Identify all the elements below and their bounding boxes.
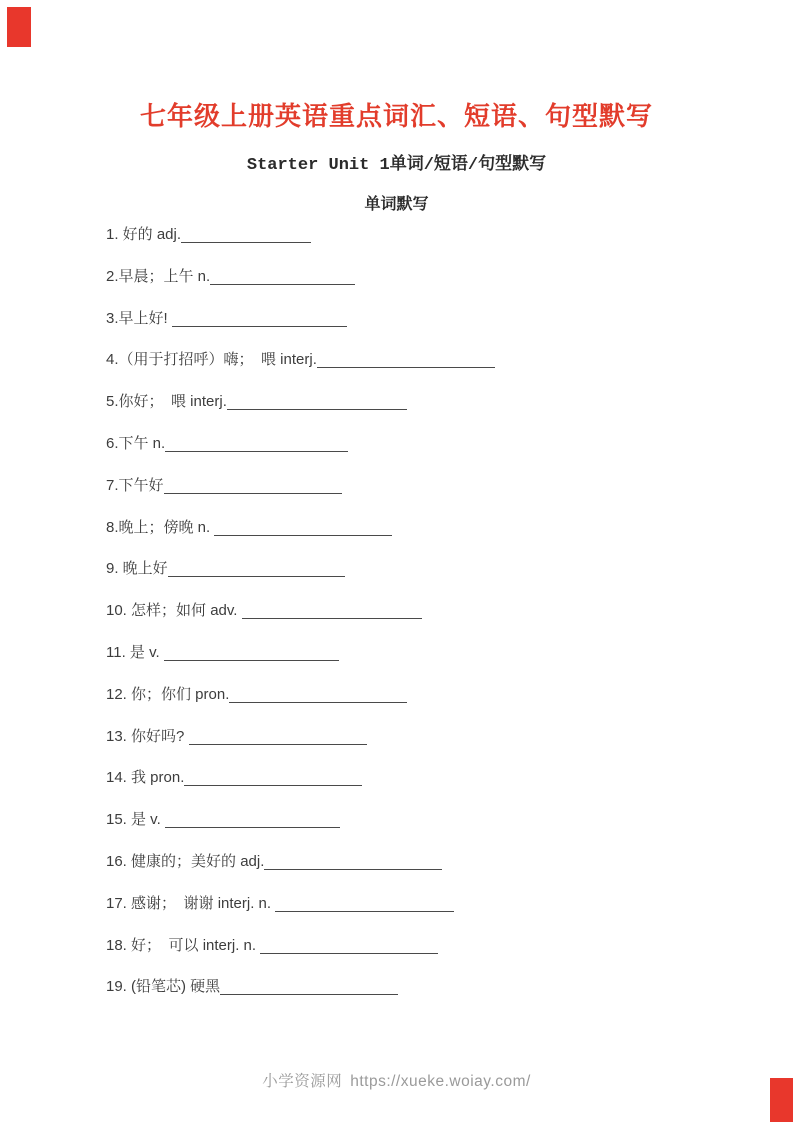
word-item xyxy=(106,558,753,600)
word-item-text: 3.早上好! xyxy=(106,309,172,327)
word-item-text: 5.你好； 喂 interj. xyxy=(106,393,227,411)
word-item xyxy=(106,517,753,559)
word-item xyxy=(106,433,753,475)
answer-blank xyxy=(181,224,311,243)
word-item-text: 6.下午 n. xyxy=(106,434,166,452)
unit-subtitle: Starter Unit 1单词/短语/句型默写 xyxy=(246,156,547,175)
footer xyxy=(0,1069,793,1091)
answer-blank xyxy=(168,558,345,577)
answer-blank xyxy=(227,391,407,410)
word-item xyxy=(106,349,753,391)
word-item xyxy=(106,935,753,977)
word-item-text: 15. 是 v. xyxy=(106,811,165,829)
answer-blank xyxy=(260,935,438,954)
word-item-text: 12. 你；你们 pron. xyxy=(106,685,230,703)
word-item-text: 14. 我 pron. xyxy=(106,769,185,787)
answer-blank xyxy=(210,266,355,285)
word-item xyxy=(106,726,753,768)
word-item-text: 10. 怎样；如何 adv. xyxy=(106,602,242,620)
word-item-text: 18. 好； 可以 interj. n. xyxy=(106,936,261,954)
word-item-text: 9. 晚上好 xyxy=(106,560,168,578)
word-item-text: 16. 健康的；美好的 adj. xyxy=(106,852,265,870)
word-item xyxy=(106,976,753,1018)
word-item xyxy=(106,224,753,266)
word-item-text: 1. 好的 adj. xyxy=(106,226,182,243)
footer-site-url: https://xueke.woiay.com/ xyxy=(350,1073,531,1090)
word-item xyxy=(106,809,753,851)
answer-blank xyxy=(165,433,348,452)
word-item xyxy=(106,767,753,809)
answer-blank xyxy=(317,349,495,368)
answer-blank xyxy=(172,308,347,327)
word-item xyxy=(106,391,753,433)
word-item-text: 4.（用于打招呼）嗨； 喂 interj. xyxy=(106,351,317,369)
word-item-text: 8.晚上；傍晚 n. xyxy=(106,518,215,536)
word-item-text: 17. 感谢； 谢谢 interj. n. xyxy=(106,894,276,912)
answer-blank xyxy=(229,684,407,703)
answer-blank xyxy=(164,642,339,661)
answer-blank xyxy=(275,893,454,912)
answer-blank xyxy=(165,809,340,828)
word-item xyxy=(106,893,753,935)
word-item-text: 7.下午好 xyxy=(106,476,164,494)
word-item-text: 11. 是 v. xyxy=(106,643,164,661)
word-item-text: 2.早晨；上午 n. xyxy=(106,267,211,285)
word-item-text: 19. (铅笔芯) 硬黑 xyxy=(106,978,221,996)
word-list xyxy=(106,224,753,1018)
word-item xyxy=(106,475,753,517)
word-item-text: 13. 你好吗? xyxy=(106,727,189,745)
section-heading: 单词默写 xyxy=(364,196,429,213)
page-title: 七年级上册英语重点词汇、短语、句型默写 xyxy=(139,101,653,131)
answer-blank xyxy=(264,851,442,870)
answer-blank xyxy=(242,600,422,619)
footer-site-name: 小学资源网 xyxy=(262,1073,343,1090)
answer-blank xyxy=(220,976,398,995)
answer-blank xyxy=(189,726,367,745)
word-item xyxy=(106,851,753,893)
word-item xyxy=(106,642,753,684)
answer-blank xyxy=(164,475,342,494)
word-item xyxy=(106,684,753,726)
word-item xyxy=(106,308,753,350)
top-left-corner-mark xyxy=(7,7,31,47)
answer-blank xyxy=(184,767,362,786)
word-item xyxy=(106,600,753,642)
word-item xyxy=(106,266,753,308)
answer-blank xyxy=(214,517,392,536)
